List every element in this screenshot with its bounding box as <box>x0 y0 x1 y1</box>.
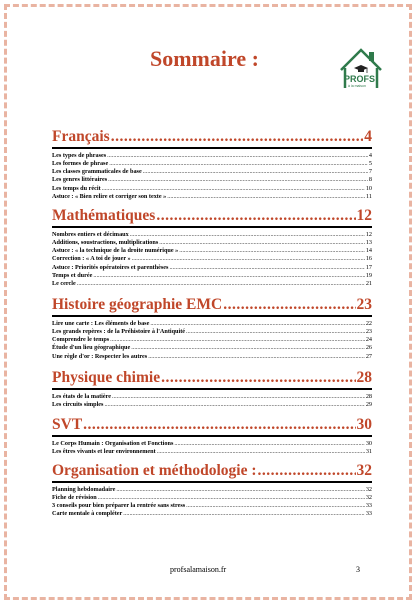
entry-title: Planning hebdomadaire <box>52 485 116 493</box>
dot-leader <box>104 401 364 409</box>
dot-leader <box>130 231 365 239</box>
entry-title: Les classes grammaticales de base <box>52 168 142 176</box>
dot-leader <box>161 369 355 387</box>
toc-entry[interactable] <box>52 320 372 328</box>
entry-title: Correction : « A toi de jouer » <box>52 255 131 263</box>
page-title: Sommaire : <box>150 46 259 71</box>
entry-page: 14 <box>365 247 372 255</box>
entry-page: 33 <box>365 510 372 518</box>
section-heading[interactable] <box>52 128 372 146</box>
entry-title: Astuce : « la technique de la droite numérique » <box>52 247 179 255</box>
section-heading[interactable] <box>52 462 372 480</box>
entry-title: Les circuits simples <box>52 400 104 408</box>
dot-leader <box>108 176 368 184</box>
entry-title: Les genres littéraires <box>52 176 108 184</box>
section-title: Histoire géographie EMC <box>52 296 223 313</box>
toc-entry[interactable] <box>52 448 372 456</box>
entry-page: 30 <box>365 439 372 447</box>
entry-title: Astuce : Priorités opératoires et parenthèses <box>52 263 169 271</box>
section-francais <box>52 128 372 201</box>
entry-title: Les êtres vivants et leur environnement <box>52 447 156 455</box>
divider <box>52 481 372 483</box>
toc-entry[interactable] <box>52 264 372 272</box>
entry-title: Les temps du récit <box>52 184 101 192</box>
toc-entry[interactable] <box>52 353 372 361</box>
dot-leader <box>132 255 365 263</box>
toc-entry[interactable] <box>52 440 372 448</box>
entry-page: 12 <box>365 230 372 238</box>
entry-title: Comprendre le temps <box>52 336 110 344</box>
entry-title: Les types de phrases <box>52 151 107 159</box>
entry-page: 5 <box>368 159 372 167</box>
entry-title: Les grands repères : de la Préhistoire à l'Antiquité <box>52 327 186 335</box>
entry-page: 13 <box>365 238 372 246</box>
dot-leader <box>93 272 364 280</box>
dot-leader <box>174 440 364 448</box>
footer-site[interactable]: profsalamaison.fr <box>170 565 227 574</box>
logo-subtext: à la maison <box>348 84 366 88</box>
entry-title: Le Corps Humain : Organisation et Fonctions <box>52 439 174 447</box>
toc-entry[interactable] <box>52 272 372 280</box>
dot-leader <box>102 185 365 193</box>
entry-page: 11 <box>366 192 372 200</box>
divider <box>52 435 372 437</box>
entry-title: Nombres entiers et décimaux <box>52 230 129 238</box>
section-histoire-geographie <box>52 296 372 361</box>
entry-title: Astuce : « Bien relire et corriger son texte » <box>52 192 167 200</box>
entry-page: 17 <box>365 263 372 271</box>
toc-entry[interactable] <box>52 168 372 176</box>
entry-page: 33 <box>365 502 372 510</box>
house-logo-icon <box>338 44 384 102</box>
section-title: Français <box>52 128 110 145</box>
entry-title: Carte mentale à compléter <box>52 510 123 518</box>
dot-leader <box>258 462 356 480</box>
section-title: Physique chimie <box>52 369 161 386</box>
entry-title: Lire une carte : Les éléments de base <box>52 319 150 327</box>
section-organisation <box>52 462 372 519</box>
section-page: 32 <box>356 462 372 479</box>
divider <box>52 226 372 228</box>
entry-page: 28 <box>365 392 372 400</box>
divider <box>52 147 372 149</box>
dot-leader <box>143 168 368 176</box>
entry-title: Les formes de phrase <box>52 159 109 167</box>
section-page: 12 <box>356 207 372 224</box>
entry-title: Une règle d'or : Respecter les autres <box>52 352 148 360</box>
dot-leader <box>169 264 364 272</box>
toc-entry[interactable] <box>52 502 372 510</box>
entry-page: 26 <box>365 344 372 352</box>
entry-page: 31 <box>365 447 372 455</box>
dot-leader <box>107 152 368 160</box>
entry-page: 32 <box>365 485 372 493</box>
section-title: SVT <box>52 416 83 433</box>
page-number: 3 <box>356 565 360 574</box>
toc-entry[interactable] <box>52 280 372 288</box>
toc-entry[interactable] <box>52 510 372 518</box>
entry-page: 22 <box>365 319 372 327</box>
entry-page: 16 <box>365 255 372 263</box>
dot-leader <box>157 448 365 456</box>
toc-entry[interactable] <box>52 247 372 255</box>
section-heading[interactable] <box>52 369 372 387</box>
dot-leader <box>110 336 365 344</box>
dot-leader <box>148 353 365 361</box>
entry-page: 32 <box>365 493 372 501</box>
entry-page: 29 <box>365 400 372 408</box>
entry-page: 24 <box>365 336 372 344</box>
dot-leader <box>83 416 355 434</box>
toc-entry[interactable] <box>52 393 372 401</box>
entry-title: Le cercle <box>52 280 76 288</box>
toc-entry[interactable] <box>52 401 372 409</box>
entry-page: 7 <box>368 168 372 176</box>
divider <box>52 388 372 390</box>
entry-page: 21 <box>365 280 372 288</box>
entry-title: Étude d'un lieu géographique <box>52 344 131 352</box>
logo <box>338 44 384 102</box>
toc-entry[interactable] <box>52 193 372 201</box>
divider <box>52 315 372 317</box>
toc-entry[interactable] <box>52 328 372 336</box>
dot-leader <box>112 393 365 401</box>
entry-page: 4 <box>368 151 372 159</box>
dot-leader <box>167 193 365 201</box>
section-page: 4 <box>364 128 372 145</box>
entry-page: 27 <box>365 352 372 360</box>
section-page: 30 <box>356 416 372 433</box>
toc-entry[interactable] <box>52 255 372 263</box>
dot-leader <box>156 207 355 225</box>
dot-leader <box>109 160 368 168</box>
section-physique-chimie <box>52 369 372 409</box>
toc-entry[interactable] <box>52 344 372 352</box>
entry-title: Temps et durée <box>52 271 93 279</box>
toc-entry[interactable] <box>52 152 372 160</box>
entry-title: Les états de la matière <box>52 392 111 400</box>
dot-leader <box>111 128 364 146</box>
dot-leader <box>179 247 365 255</box>
entry-page: 10 <box>365 184 372 192</box>
section-heading[interactable] <box>52 416 372 434</box>
section-page: 23 <box>356 296 372 313</box>
dot-leader <box>150 320 364 328</box>
dot-leader <box>131 344 365 352</box>
toc-entry[interactable] <box>52 176 372 184</box>
toc-entry[interactable] <box>52 494 372 502</box>
section-title: Mathématiques <box>52 207 156 224</box>
toc-entry[interactable] <box>52 231 372 239</box>
entry-title: Additions, soustractions, multiplications <box>52 238 159 246</box>
dot-leader <box>159 239 365 247</box>
section-svt <box>52 416 372 456</box>
toc-entry[interactable] <box>52 160 372 168</box>
entry-page: 8 <box>368 176 372 184</box>
toc-entry[interactable] <box>52 486 372 494</box>
dot-leader <box>98 494 365 502</box>
entry-page: 19 <box>365 271 372 279</box>
section-title: Organisation et méthodologie : <box>52 462 257 479</box>
dot-leader <box>186 502 365 510</box>
dot-leader <box>223 296 355 314</box>
section-heading[interactable] <box>52 296 372 314</box>
dot-leader <box>186 328 365 336</box>
section-heading[interactable] <box>52 207 372 225</box>
dot-leader <box>116 486 364 494</box>
entry-page: 23 <box>365 327 372 335</box>
toc-entry[interactable] <box>52 185 372 193</box>
dot-leader <box>123 510 365 518</box>
section-page: 28 <box>356 369 372 386</box>
logo-text: PROFS <box>344 74 376 84</box>
toc-entry[interactable] <box>52 239 372 247</box>
section-mathematiques <box>52 207 372 289</box>
entry-title: Fiche de révision <box>52 493 97 501</box>
entry-title: 3 conseils pour bien préparer la rentrée sans stress <box>52 502 186 510</box>
dot-leader <box>77 280 365 288</box>
